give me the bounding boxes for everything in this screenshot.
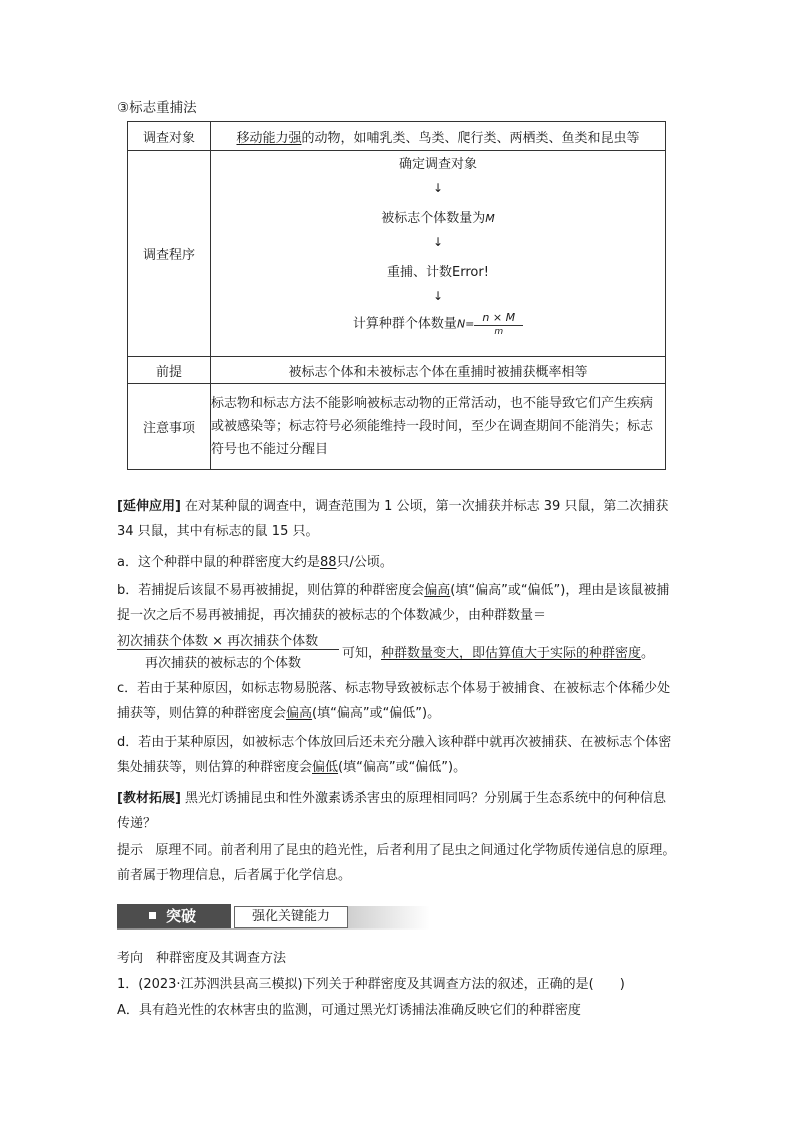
procedure-flow	[211, 151, 666, 357]
formula-fraction: $\frac{n \times M}{m}$	[474, 311, 523, 337]
banner-primary: 突破	[117, 904, 231, 928]
down-arrow-icon: ↓	[432, 235, 444, 249]
banner-fade	[348, 906, 430, 928]
textbook-question: [教材拓展] 黑光灯诱捕昆虫和性外激素诱杀害虫的原理相同吗？分别属于生态系统中的何种信息传递？	[117, 791, 667, 831]
flow-step: 计算种群个体数量N= $\frac{n \times M}{m}$	[211, 311, 665, 337]
table-row	[128, 122, 666, 151]
item-c: c．若由于某种原因，如标志物易脱落、标志物导致被标志个体易于被捕食、在被标志个体稀少处捕获等，则估算的种群密度会偏高(填“偏高”或“偏低”)。	[117, 681, 671, 721]
mark-recapture-table	[127, 121, 666, 470]
option-a: A．具有趋光性的农林害虫的监测，可通过黑光灯诱捕法准确反映它们的种群密度	[117, 1003, 581, 1018]
item-d: d．若由于某种原因，如被标志个体放回后还未充分融入该种群中就再次被捕获、在被标志个体密集处捕获等，则估算的种群密度会偏低(填“偏高”或“偏低”)。	[117, 735, 672, 775]
table-row	[128, 357, 666, 384]
row-label: 调查对象	[128, 122, 211, 151]
fraction-bar	[117, 649, 339, 650]
flow-step: 确定调查对象	[398, 157, 477, 172]
row-content	[211, 122, 666, 151]
banner-underline	[117, 928, 430, 930]
down-arrow-icon: ↓	[432, 181, 444, 195]
formula-conclusion: 可知，种群数量变大，即估算值大于实际的种群密度。	[342, 646, 655, 661]
extension-intro: [延伸应用] 在对某种鼠的调查中，调查范围为 1 公顷，第一次捕获并标志 39 只鼠，第二次捕获 34 只鼠，其中有标志的鼠 15 只。	[117, 499, 669, 539]
down-arrow-icon: ↓	[432, 289, 444, 303]
item-a: a．这个种群中鼠的种群密度大约是88只/公顷。	[117, 555, 393, 570]
formula-denominator: 再次捕获的被标志的个体数	[145, 656, 302, 671]
flow-step: 被标志个体数量为M	[381, 211, 495, 226]
section-title: ③标志重捕法	[117, 100, 197, 116]
banner-secondary: 强化关键能力	[234, 906, 348, 928]
population-formula	[117, 628, 677, 676]
row-content: 标志物和标志方法不能影响被标志动物的正常活动，也不能导致它们产生疾病或被感染等；标志符号必须能维持一段时间，至少在调查期间不能消失；标志符号也不能过分醒目	[211, 384, 666, 470]
table-row	[128, 151, 666, 357]
row-label: 前提	[128, 357, 211, 384]
flow-step: 重捕、计数Error!	[387, 265, 489, 280]
section-banner	[117, 904, 430, 930]
row-content: 被标志个体和未被标志个体在重捕时被捕获概率相等	[211, 357, 666, 384]
square-icon	[149, 912, 156, 919]
table-row	[128, 384, 666, 470]
question-1: 1．(2023·江苏泗洪县高三模拟)下列关于种群密度及其调查方法的叙述，正确的是( )	[117, 977, 625, 992]
formula-numerator: 初次捕获个体数 × 再次捕获个体数	[117, 634, 319, 649]
row-label: 调查程序	[128, 151, 211, 357]
row-text: 的动物，如哺乳类、鸟类、爬行类、两栖类、鱼类和昆虫等	[301, 130, 640, 146]
topic-heading: 考向 种群密度及其调查方法	[117, 951, 287, 966]
underlined-answer: 移动能力强	[236, 130, 302, 146]
row-label: 注意事项	[128, 384, 211, 470]
item-b: b．若捕捉后该鼠不易再被捕捉，则估算的种群密度会偏高(填“偏高”或“偏低”)，理由是该鼠被捕捉一次之后不易再被捕捉，再次捕获的被标志的个体数减少，由种群数量＝	[117, 583, 670, 623]
textbook-hint: 提示 原理不同。前者利用了昆虫的趋光性，后者利用了昆虫之间通过化学物质传递信息的原理。前者属于物理信息，后者属于化学信息。	[117, 843, 676, 883]
